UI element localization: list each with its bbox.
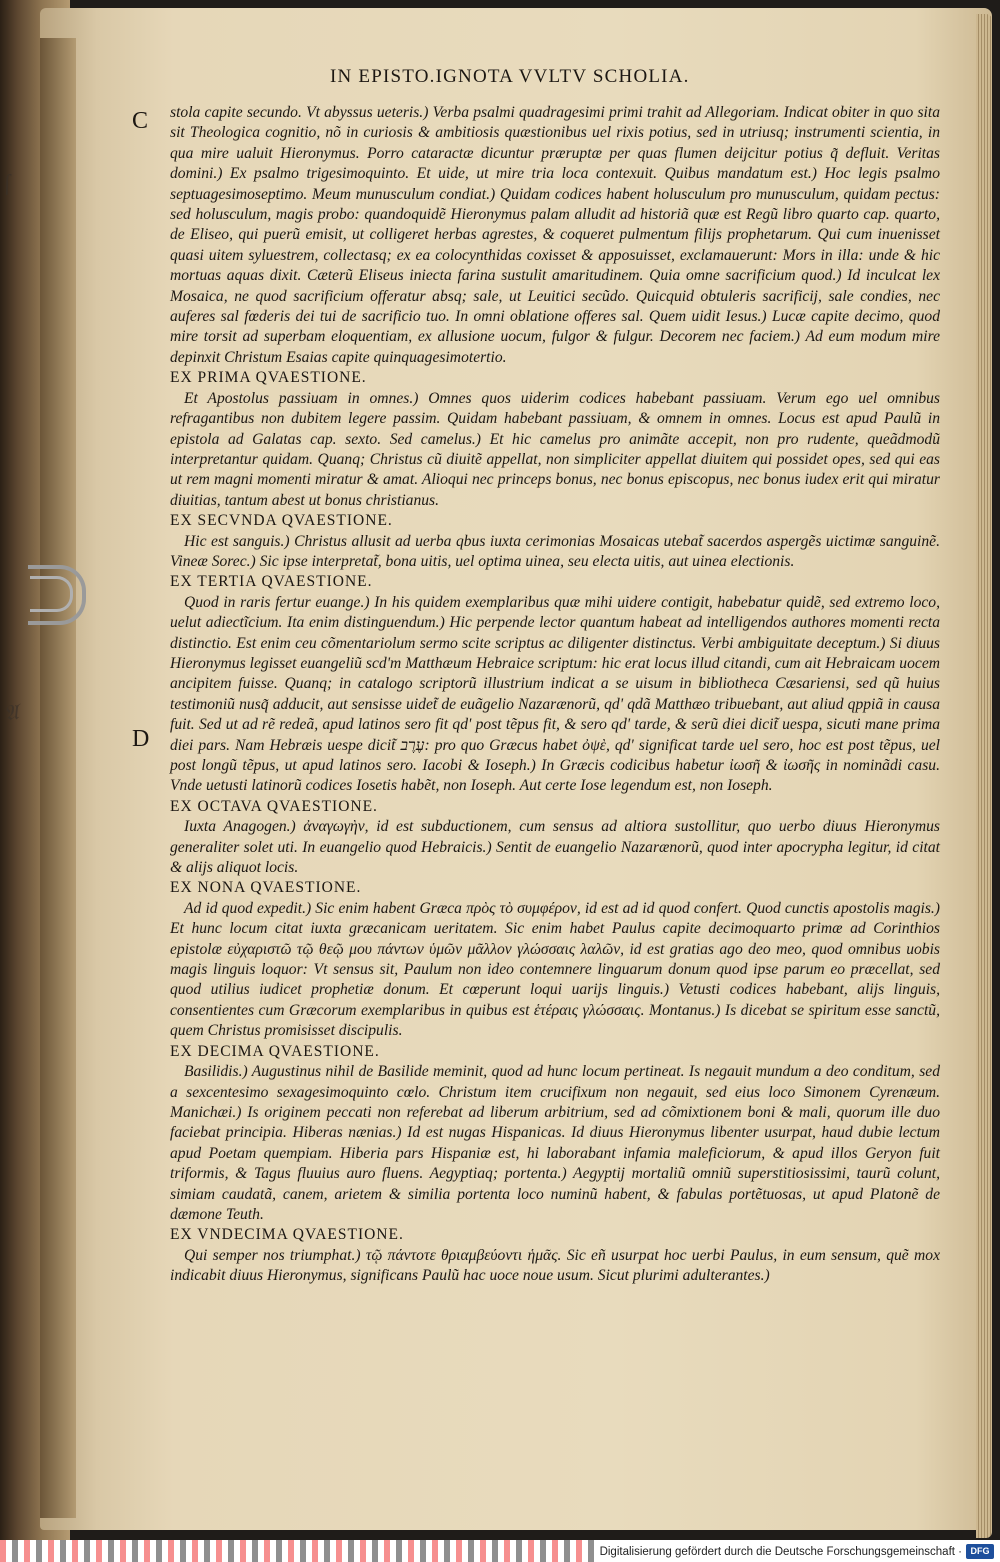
left-page-edge	[40, 38, 76, 1518]
left-margin-fragment: ſ	[2, 169, 12, 196]
paper-clip-inner	[30, 576, 73, 612]
commentary-text	[170, 103, 940, 1287]
dfg-logo: DFG	[966, 1544, 994, 1559]
section-heading: EX PRIMA QVAESTIONE.	[170, 369, 367, 387]
commentary-paragraph: Hic est sanguis.) Christus allusit ad uerba qbus iuxta cerimonias Mosaicas utebat̃ sacerdos aspergẽs uictimæ sanguinẽ. Vineæ Sorec.) Sic ipse interpretat̃, bona uitis, uel optima uinea, seu electa uitis, aut uinea electionis.	[170, 532, 940, 570]
margin-letter: C	[132, 108, 149, 134]
footer-bar	[0, 1540, 1000, 1562]
section-heading: EX TERTIA QVAESTIONE.	[170, 573, 373, 591]
left-margin-fragment: 𝔄	[2, 699, 21, 726]
page-edge	[976, 14, 992, 1538]
section-heading: EX VNDECIMA QVAESTIONE.	[170, 1226, 404, 1244]
footer-credit: Digitalisierung gefördert durch die Deutsche Forschungsgemeinschaft ·	[599, 1546, 962, 1558]
commentary-paragraph: stola capite secundo. Vt abyssus ueteris.) Verba psalmi quadragesimi primi trahit ad Allegoriam. Indicat obiter in quo sita sit Theologica cognitio, nõ in curiosis & ambitiosis quæstionibus uel rixis potius, sed in utriusq; instrumenti scientia, in qua mire ualuit Hieronymus. Porro cataractæ dicuntur præruptæ per quas flumen deijcitur potius q̃ defluit. Veritas domini.) Ex psalmo trigesimoquinto. Et uide, ut mire tria loca contexuit. Quibus mandatum est.) Hoc legis psalmo septuagesimoseptimo. Meum munusculum condiat.) Quidam codices habent holusculum pro munusculum, quidam pectus: sed holusculum, magis probo: quandoquidẽ Hieronymus palam alludit ad historiã quæ est Regũ libro quarto cap. quarto, de Eliseo, qui puerũ emisit, ut colligeret herbas agrestes, & coqueret pulmentum filijs prophetarum. Qui cum inuenisset quasi uitem syluestrem, collectasq; ex ea colocynthidas coxisset & apposuisset, exclamauerunt: Mors in illa: unde & hic mortuas aquas dixit. Cæterũ Eliseus iniecta farina sustulit amaritudinem. Quia omne sacrificium quod.) Id inculcat lex Mosaica, ne quod sacrificium offeratur absq; sale, ut Leuitici secũdo. Quicquid obtuleris sacrificij, sale condies, nec auferes sal fœderis dei tui de sacrificio tuo. In omni oblatione offeres sal. Quem uidit Iesus.) Lucæ capite decimo, quod mire torsit ad superbam eloquentiam, ex allusione uocum, fulgor & fulgur. Decorem nec faciem.) Ad eum modum mire depinxit Christum Esaias capite quinquagesimotertio.	[170, 104, 940, 366]
running-head: IN EPISTO.IGNOTA VVLTV SCHOLIA.	[330, 66, 690, 87]
margin-letter: D	[132, 726, 150, 752]
commentary-paragraph: Ad id quod expedit.) Sic enim habent Græca πρὸς τὸ συμφέρον, id est ad id quod confert. Quod cunctis apostolis magis.) Et hunc locum citat iuxta græcanicam ueritatem. Sic enim habet Paulus capite decimoquarto primæ ad Corinthios epistolæ εὐχαριστῶ τῷ θεῷ μου πάντων ὑμῶν μᾶλλον γλώσσαις λαλῶν, id est gratias ago deo meo, quod omnibus uobis magis linguis loquor: Vt sensus sit, Paulum non ideo contemnere linguarum donum quod ipse parum eo præcellat, sed quod utilius iudicet prophetiæ donum. Et cœperunt loqui uarijs linguis.) Vetusti codices habebant, alijs linguis, consentientes cum Græcorum exemplaribus in quibus est ἑτέραις γλώσσαις. Montanus.) Is dicebat se spiritum esse sanctũ, quem Christus promisisset discipulis.	[170, 899, 940, 1040]
commentary-paragraph: Basilidis.) Augustinus nihil de Basilide meminit, quod ad hunc locum pertineat. Is negauit mundum a deo conditum, sed a sexcentesimo sexagesimoquinto cœlo. Christum item crucifixum non negauit, sed eius loco Simonem Cyrenæum. Manichæi.) Is originem peccati non referebat ad liberum arbitrium, sed ad cõmixtionem boni & mali, quorum ille duo faciebat principia. Hiberas nænias.) Id est nugas Hispanicas. Id diuus Hieronymus libenter usurpat, haud dubie lectum apud Poetam quempiam. Hiberia pars Hispaniæ est, hi laborabant infamia maleficiorum, & apud illos Geryon fuit triformis, & Tagus fluuius auro fluens. Aegyptiaq; portenta.) Aegyptij mortaliũ omniũ superstitiosissimi, taurũ colunt, simiam caudatã, canem, arietem & similia portenta loco numinũ habent, & fabulas portẽtuosas, ut apud Platonẽ de dæmone Teuth.	[170, 1063, 940, 1223]
commentary-paragraph: Quod in raris fertur euange.) In his quidem exemplaribus quæ mihi uidere contigit, habebatur quidẽ, sed extremo loco, uelut adiectĩcium. Ita enim distinguendum.) Hic perpende lector quantum habeat ad intelligendos authores momenti recta distinctio. Est enim ceu cõmentariolum sermo scite scriptus ac diligenter distinctus. Verbi ambiguitate deceptum.) Si diuus Hieronymus legisset euangeliũ scd'm Matthæum Hebraice scriptum: hic erat locus illud citandi, cum ait Hebraicam uocem ancipitem fuisse. Quanq; in catalogo scriptorũ illustrium indicat a se uisum in bibliotheca Cæsariensi, sed qũ huius testimoniũ nusq̃ adducit, aut sensisse uidet̃ de euãgelio Nazarænorũ, qd' qdã Matthæo tribuebant, aut aliud qppiã in causa fuit. Sed ut ad rẽ redeã, apud latinos sero fit qd' post tẽpus fit, & sero qd' tarde, & serũ diei dicit̃ uespa, sicuti mane prima diei pars. Nam Hebræis uespe dicit̃ עֶרֶב: pro quo Græcus habet ὀψὲ, qd' significat tarde uel sero, hoc est post tẽpus, uel post longũ tẽpus, ut apud latinos sero. Iacobi & Ioseph.) In Græcis codicibus habetur ἰωσῆ & ἰωσῆς in nominãdi casu. Vnde uetusti latinorũ codices Iosetis habẽt, non Ioseph. Aut certe Iose legendum est, non Ioseph.	[170, 593, 941, 795]
commentary-paragraph: Qui semper nos triumphat.) τῷ πάντοτε θριαμβεύοντι ἡμᾶς. Sic eñ usurpat hoc uerbi Paulus, in eum sensum, quẽ mox indicabit diuus Hieronymus, significans Paulũ hac uoce noue usum. Sicut plurimi adulterantes.)	[170, 1246, 940, 1285]
section-heading: EX NONA QVAESTIONE.	[170, 879, 362, 897]
section-heading: EX OCTAVA QVAESTIONE.	[170, 797, 378, 815]
section-heading: EX SECVNDA QVAESTIONE.	[170, 512, 393, 530]
color-scale	[0, 1540, 600, 1562]
commentary-paragraph: Et Apostolus passiuam in omnes.) Omnes quos uiderim codices habebant passiuam. Verum ego uel omnibus refragantibus non dubitem legere passim. Quidam habebant passiuam, & omnem in omnes. Locus est apud Paulũ in epistola ad Galatas cap. sexto. Sed camelus.) Et hic camelus pro animãte accepit, non pro rudente, queãdmodũ interpretantur quidam. Quanq; Christus cũ diuitẽ appellat, non simpliciter appellat diuitem qui possidet opes, sed qui eas ut rem magni momenti miratur & amat. Alioqui nec princeps bonus, nec bonus episcopus, nec bonus iudex erit qui miratur diuitias, tantum abest ut bonus christianus.	[170, 389, 940, 509]
commentary-paragraph: Iuxta Anagogen.) ἀναγωγὴν, id est subductionem, cum sensus ad altiora sustollitur, quo uerbo diuus Hieronymus generaliter solet uti. In euangelio quod Hebraicis.) Sentit de euangelio Nazarænorũ, quod inter apocrypha legitur, id citat & alijs aliquot locis.	[170, 818, 940, 877]
section-heading: EX DECIMA QVAESTIONE.	[170, 1042, 380, 1060]
